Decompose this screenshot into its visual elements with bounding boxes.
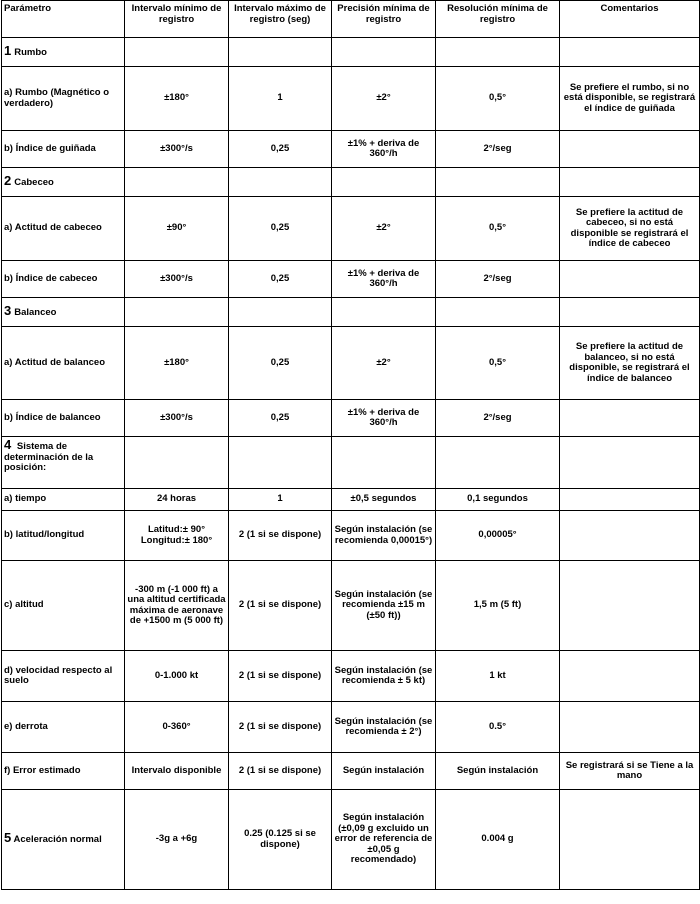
comment-cell: Se registrará si se Tiene a la mano bbox=[560, 753, 700, 790]
resolution-cell: 0,1 segundos bbox=[436, 489, 560, 511]
section-title: Sistema de determinación de la posición: bbox=[4, 441, 94, 473]
min-range-cell: ±300°/s bbox=[125, 131, 229, 168]
comment-cell bbox=[560, 702, 700, 753]
header-resolucion-minima: Resolución mínima de registro bbox=[436, 1, 560, 38]
header-intervalo-maximo: Intervalo máximo de registro (seg) bbox=[229, 1, 332, 38]
param-cell: f) Error estimado bbox=[2, 753, 125, 790]
max-interval-cell: 0,25 bbox=[229, 261, 332, 298]
section-row bbox=[2, 38, 700, 67]
resolution-cell: 2°/seg bbox=[436, 261, 560, 298]
precision-cell: ±1% + deriva de 360°/h bbox=[332, 400, 436, 437]
header-row bbox=[2, 1, 700, 38]
max-interval-cell: 0,25 bbox=[229, 197, 332, 261]
min-range-cell: ±300°/s bbox=[125, 400, 229, 437]
min-range-cell: 0-360° bbox=[125, 702, 229, 753]
precision-cell: ±0,5 segundos bbox=[332, 489, 436, 511]
comment-cell bbox=[560, 651, 700, 702]
section-title: Rumbo bbox=[14, 46, 47, 58]
min-range-cell: -300 m (-1 000 ft) a una altitud certificada máxima de aeronave de +1500 m (5 000 ft) bbox=[125, 561, 229, 651]
max-interval-cell: 2 (1 si se dispone) bbox=[229, 561, 332, 651]
param-cell: b) Índice de balanceo bbox=[2, 400, 125, 437]
section-row bbox=[2, 298, 700, 327]
precision-cell: Según instalación bbox=[332, 753, 436, 790]
param-cell: a) Actitud de cabeceo bbox=[2, 197, 125, 261]
resolution-cell: 1,5 m (5 ft) bbox=[436, 561, 560, 651]
resolution-cell: 0,5° bbox=[436, 327, 560, 400]
section-number: 5 bbox=[4, 830, 12, 846]
header-precision-minima: Precisión mínima de registro bbox=[332, 1, 436, 38]
param-cell: c) altitud bbox=[2, 561, 125, 651]
max-interval-cell: 2 (1 si se dispone) bbox=[229, 753, 332, 790]
param-cell: b) Índice de cabeceo bbox=[2, 261, 125, 298]
min-range-cell: 0-1.000 kt bbox=[125, 651, 229, 702]
param-cell bbox=[2, 790, 125, 890]
table-row bbox=[2, 327, 700, 400]
comment-cell bbox=[560, 131, 700, 168]
comment-cell bbox=[560, 400, 700, 437]
comment-cell bbox=[560, 261, 700, 298]
section-number: 3 bbox=[4, 302, 12, 318]
precision-cell: Según instalación (se recomienda ± 5 kt) bbox=[332, 651, 436, 702]
parameters-table bbox=[1, 0, 700, 890]
max-interval-cell: 0,25 bbox=[229, 327, 332, 400]
comment-cell bbox=[560, 561, 700, 651]
table-row bbox=[2, 489, 700, 511]
table-row bbox=[2, 702, 700, 753]
header-intervalo-minimo: Intervalo mínimo de registro bbox=[125, 1, 229, 38]
param-cell: a) tiempo bbox=[2, 489, 125, 511]
header-comentarios: Comentarios bbox=[560, 1, 700, 38]
resolution-cell: 2°/seg bbox=[436, 400, 560, 437]
max-interval-cell: 0.25 (0.125 si se dispone) bbox=[229, 790, 332, 890]
section-number: 2 bbox=[4, 172, 12, 188]
precision-cell: ±1% + deriva de 360°/h bbox=[332, 131, 436, 168]
table-row bbox=[2, 790, 700, 890]
section-title: Aceleración normal bbox=[13, 834, 102, 846]
header-parametro: Parámetro bbox=[2, 1, 125, 38]
section-number: 4 bbox=[4, 437, 12, 452]
max-interval-cell: 2 (1 si se dispone) bbox=[229, 651, 332, 702]
section-title: Balanceo bbox=[14, 306, 57, 318]
max-interval-cell: 2 (1 si se dispone) bbox=[229, 511, 332, 561]
min-range-cell: ±90° bbox=[125, 197, 229, 261]
table-row bbox=[2, 511, 700, 561]
param-cell: b) Índice de guiñada bbox=[2, 131, 125, 168]
max-interval-cell: 1 bbox=[229, 67, 332, 131]
table-row bbox=[2, 651, 700, 702]
comment-cell: Se prefiere la actitud de cabeceo, si no está disponible se registrará el índice de cabeceo bbox=[560, 197, 700, 261]
precision-cell: ±2° bbox=[332, 197, 436, 261]
comment-cell: Se prefiere la actitud de balanceo, si no está disponible, se registrará el índice de balanceo bbox=[560, 327, 700, 400]
section-title-cell bbox=[2, 437, 125, 489]
precision-cell: Según instalación (se recomienda 0,00015°) bbox=[332, 511, 436, 561]
param-cell: a) Rumbo (Magnético o verdadero) bbox=[2, 67, 125, 131]
min-range-cell: 24 horas bbox=[125, 489, 229, 511]
max-interval-cell: 0,25 bbox=[229, 400, 332, 437]
section-title: Cabeceo bbox=[14, 176, 54, 188]
precision-cell: ±2° bbox=[332, 67, 436, 131]
table-row bbox=[2, 131, 700, 168]
resolution-cell: 1 kt bbox=[436, 651, 560, 702]
table-row bbox=[2, 753, 700, 790]
comment-cell: Se prefiere el rumbo, si no está disponible, se registrará el índice de guiñada bbox=[560, 67, 700, 131]
section-title-cell bbox=[2, 38, 125, 67]
section-title-cell bbox=[2, 298, 125, 327]
table-row bbox=[2, 561, 700, 651]
resolution-cell: 0,5° bbox=[436, 197, 560, 261]
precision-cell: ±1% + deriva de 360°/h bbox=[332, 261, 436, 298]
param-cell: e) derrota bbox=[2, 702, 125, 753]
table-row bbox=[2, 261, 700, 298]
min-range-cell: -3g a +6g bbox=[125, 790, 229, 890]
section-row bbox=[2, 168, 700, 197]
comment-cell bbox=[560, 790, 700, 890]
resolution-cell: 0.004 g bbox=[436, 790, 560, 890]
section-title-cell bbox=[2, 168, 125, 197]
max-interval-cell: 1 bbox=[229, 489, 332, 511]
comment-cell bbox=[560, 511, 700, 561]
resolution-cell: 0,5° bbox=[436, 67, 560, 131]
min-range-cell: Latitud:± 90° Longitud:± 180° bbox=[125, 511, 229, 561]
table-row bbox=[2, 67, 700, 131]
resolution-cell: 0.5° bbox=[436, 702, 560, 753]
param-cell: b) latitud/longitud bbox=[2, 511, 125, 561]
param-cell: a) Actitud de balanceo bbox=[2, 327, 125, 400]
max-interval-cell: 2 (1 si se dispone) bbox=[229, 702, 332, 753]
section-number: 1 bbox=[4, 42, 12, 58]
max-interval-cell: 0,25 bbox=[229, 131, 332, 168]
min-range-cell: ±180° bbox=[125, 327, 229, 400]
min-range-cell: ±300°/s bbox=[125, 261, 229, 298]
param-cell: d) velocidad respecto al suelo bbox=[2, 651, 125, 702]
precision-cell: Según instalación (±0,09 g excluido un error de referencia de ±0,05 g recomendado) bbox=[332, 790, 436, 890]
min-range-cell: ±180° bbox=[125, 67, 229, 131]
precision-cell: ±2° bbox=[332, 327, 436, 400]
comment-cell bbox=[560, 489, 700, 511]
min-range-cell: Intervalo disponible bbox=[125, 753, 229, 790]
resolution-cell: Según instalación bbox=[436, 753, 560, 790]
precision-cell: Según instalación (se recomienda ± 2°) bbox=[332, 702, 436, 753]
resolution-cell: 2°/seg bbox=[436, 131, 560, 168]
table-row bbox=[2, 197, 700, 261]
precision-cell: Según instalación (se recomienda ±15 m (±50 ft)) bbox=[332, 561, 436, 651]
resolution-cell: 0,00005° bbox=[436, 511, 560, 561]
table-row bbox=[2, 400, 700, 437]
section-row bbox=[2, 437, 700, 489]
